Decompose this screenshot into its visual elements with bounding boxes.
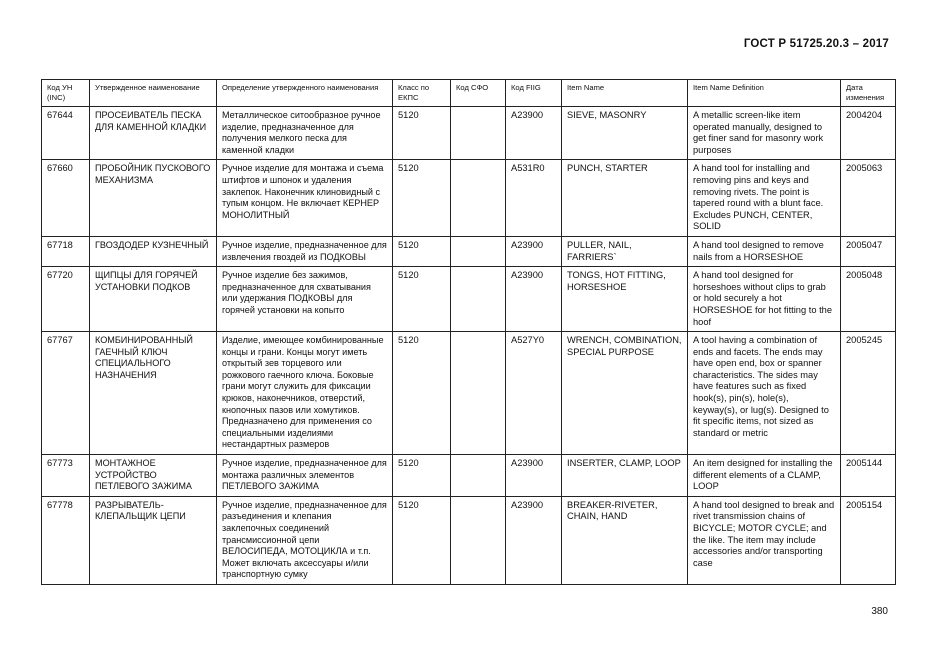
cell-item-name: PUNCH, STARTER xyxy=(562,160,688,237)
cell-change-date: 2005063 xyxy=(841,160,896,237)
cell-change-date: 2004204 xyxy=(841,107,896,160)
document-standard-header: ГОСТ Р 51725.20.3 – 2017 xyxy=(743,38,889,50)
cell-item-definition: A hand tool designed for horseshoes without clips to grab or hold securely a hot HORSESHOE for hot fitting to the hoof xyxy=(688,267,841,332)
cell-sfo-code xyxy=(451,107,506,160)
cell-fiig-code: A23900 xyxy=(506,236,562,266)
cell-item-name: TONGS, HOT FITTING, HORSESHOE xyxy=(562,267,688,332)
column-header-definition-ru: Определение утвержденного наименования xyxy=(217,80,393,107)
cell-inc: 67660 xyxy=(42,160,90,237)
cell-item-definition: A hand tool designed to remove nails from a HORSESHOE xyxy=(688,236,841,266)
cell-ekps-class: 5120 xyxy=(393,267,451,332)
cell-ekps-class: 5120 xyxy=(393,455,451,497)
table-row xyxy=(42,267,896,332)
cell-change-date: 2005245 xyxy=(841,332,896,455)
cell-item-definition: A hand tool designed to break and rivet transmission chains of BICYCLE; MOTOR CYCLE; and the like. The item may include accessories and/or transporting case xyxy=(688,496,841,584)
cell-fiig-code: A531R0 xyxy=(506,160,562,237)
cell-fiig-code: A23900 xyxy=(506,267,562,332)
column-header-item-name: Item Name xyxy=(562,80,688,107)
cell-name-ru: МОНТАЖНОЕ УСТРОЙСТВО ПЕТЛЕВОГО ЗАЖИМА xyxy=(90,455,217,497)
cell-sfo-code xyxy=(451,236,506,266)
cell-name-ru: ПРОСЕИВАТЕЛЬ ПЕСКА ДЛЯ КАМЕННОЙ КЛАДКИ xyxy=(90,107,217,160)
table-row xyxy=(42,236,896,266)
cell-change-date: 2005047 xyxy=(841,236,896,266)
cell-ekps-class: 5120 xyxy=(393,332,451,455)
cell-change-date: 2005144 xyxy=(841,455,896,497)
cell-ekps-class: 5120 xyxy=(393,107,451,160)
cell-inc: 67778 xyxy=(42,496,90,584)
cell-item-name: WRENCH, COMBINATION, SPECIAL PURPOSE xyxy=(562,332,688,455)
cell-ekps-class: 5120 xyxy=(393,160,451,237)
cell-item-definition: A tool having a combination of ends and facets. The ends may have open end, box or spanner characteristics. The sides may have features such as fixed hook(s), pin(s), hole(s), keyway(s), or lug(s). Designed to fit specific items, not sized as standard or metric xyxy=(688,332,841,455)
column-header-fiig-code: Код FIIG xyxy=(506,80,562,107)
table-row xyxy=(42,332,896,455)
cell-item-definition: A hand tool for installing and removing pins and keys and removing rivets. The point is tapered round with a blunt face. Excludes PUNCH, CENTER, SOLID xyxy=(688,160,841,237)
cell-item-name: SIEVE, MASONRY xyxy=(562,107,688,160)
cell-ekps-class: 5120 xyxy=(393,236,451,266)
cell-name-ru: РАЗРЫВАТЕЛЬ-КЛЕПАЛЬЩИК ЦЕПИ xyxy=(90,496,217,584)
cell-sfo-code xyxy=(451,332,506,455)
cell-fiig-code: A23900 xyxy=(506,107,562,160)
cell-item-name: BREAKER-RIVETER, CHAIN, HAND xyxy=(562,496,688,584)
cell-change-date: 2005154 xyxy=(841,496,896,584)
cell-name-ru: ПРОБОЙНИК ПУСКОВОГО МЕХАНИЗМА xyxy=(90,160,217,237)
column-header-inc: Код УН (INC) xyxy=(42,80,90,107)
cell-sfo-code xyxy=(451,496,506,584)
column-header-change-date: Дата изменения xyxy=(841,80,896,107)
cell-fiig-code: A23900 xyxy=(506,496,562,584)
column-header-item-definition: Item Name Definition xyxy=(688,80,841,107)
catalog-table xyxy=(41,79,896,585)
cell-inc: 67767 xyxy=(42,332,90,455)
cell-inc: 67720 xyxy=(42,267,90,332)
cell-name-ru: КОМБИНИРОВАННЫЙ ГАЕЧНЫЙ КЛЮЧ СПЕЦИАЛЬНОГО НАЗНАЧЕНИЯ xyxy=(90,332,217,455)
column-header-ekps-class: Класс по ЕКПС xyxy=(393,80,451,107)
table-row xyxy=(42,107,896,160)
cell-sfo-code xyxy=(451,267,506,332)
cell-item-definition: A metallic screen-like item operated manually, designed to get finer sand for masonry work purposes xyxy=(688,107,841,160)
cell-inc: 67718 xyxy=(42,236,90,266)
cell-sfo-code xyxy=(451,455,506,497)
cell-definition-ru: Изделие, имеющее комбинированные концы и грани. Концы могут иметь открытый зев торцевого или рожкового гаечного ключа. Боковые грани могут служить для фиксации крюков, наконечников, отверстий, кнопочных пазов или хомутиков. Предназначено для применения со специальными изделиями нестандартных размеров xyxy=(217,332,393,455)
column-header-sfo-code: Код СФО xyxy=(451,80,506,107)
table-row xyxy=(42,496,896,584)
cell-definition-ru: Ручное изделие, предназначенное для извлечения гвоздей из ПОДКОВЫ xyxy=(217,236,393,266)
table-row xyxy=(42,455,896,497)
cell-item-definition: An item designed for installing the different elements of a CLAMP, LOOP xyxy=(688,455,841,497)
cell-fiig-code: A23900 xyxy=(506,455,562,497)
table-header-row xyxy=(42,80,896,107)
cell-item-name: PULLER, NAIL, FARRIERS` xyxy=(562,236,688,266)
cell-name-ru: ЩИПЦЫ ДЛЯ ГОРЯЧЕЙ УСТАНОВКИ ПОДКОВ xyxy=(90,267,217,332)
cell-definition-ru: Ручное изделие для монтажа и съема штифтов и шпонок и удаления заклепок. Наконечник клиновидный с тупым концом. Не включает КЕРНЕР МОНОЛИТНЫЙ xyxy=(217,160,393,237)
page-number: 380 xyxy=(871,606,888,617)
cell-definition-ru: Ручное изделие без зажимов, предназначенное для схватывания или удержания ПОДКОВЫ для горячей установки на копыто xyxy=(217,267,393,332)
cell-item-name: INSERTER, CLAMP, LOOP xyxy=(562,455,688,497)
cell-sfo-code xyxy=(451,160,506,237)
cell-definition-ru: Ручное изделие, предназначенное для монтажа различных элементов ПЕТЛЕВОГО ЗАЖИМА xyxy=(217,455,393,497)
cell-name-ru: ГВОЗДОДЕР КУЗНЕЧНЫЙ xyxy=(90,236,217,266)
cell-inc: 67644 xyxy=(42,107,90,160)
table-row xyxy=(42,160,896,237)
cell-change-date: 2005048 xyxy=(841,267,896,332)
cell-fiig-code: A527Y0 xyxy=(506,332,562,455)
cell-definition-ru: Металлическое ситообразное ручное изделие, предназначенное для получения мелкого песка для каменной кладки xyxy=(217,107,393,160)
column-header-name-ru: Утвержденное наименование xyxy=(90,80,217,107)
cell-definition-ru: Ручное изделие, предназначенное для разъединения и клепания заклепочных соединений трансмиссионной цепи ВЕЛОСИПЕДА, МОТОЦИКЛА и т.п. Может включать аксессуары и/или транспортную сумку xyxy=(217,496,393,584)
cell-ekps-class: 5120 xyxy=(393,496,451,584)
cell-inc: 67773 xyxy=(42,455,90,497)
